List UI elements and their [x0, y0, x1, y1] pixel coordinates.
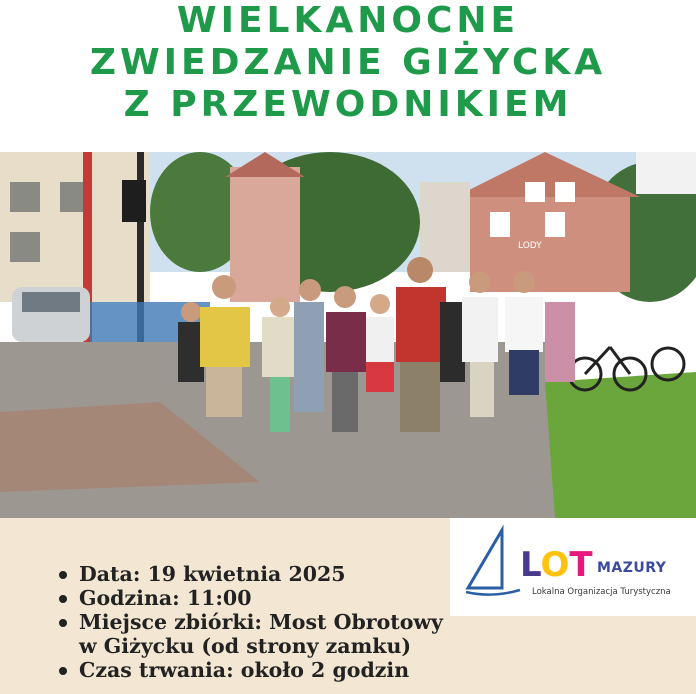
poster-title-line-3: Z PRZEWODNIKIEM: [123, 84, 573, 125]
red-building: [470, 192, 630, 292]
detail-meeting-place-cont: w Giżycku (od strony zamku): [79, 634, 412, 658]
logo-subtitle: Lokalna Organizacja Turystyczna: [532, 587, 671, 597]
detail-meeting-place: Miejsce zbiórki: Most Obrotowy: [57, 610, 443, 634]
logo-letter-t: T: [569, 545, 593, 585]
left-building: [0, 152, 150, 302]
sail-icon: [462, 524, 522, 600]
poster-title-line-2: ZWIEDZANIE GIŻYCKA: [89, 42, 607, 83]
logo-letter-o: O: [540, 545, 570, 585]
pink-building: [230, 167, 300, 302]
grass: [545, 372, 696, 518]
detail-time: Godzina: 11:00: [57, 586, 443, 610]
logo-mazury-text: MAZURY: [597, 560, 667, 576]
detail-duration: Czas trwania: około 2 godzin: [57, 658, 443, 682]
detail-date: Data: 19 kwietnia 2025: [57, 562, 443, 586]
tour-group-photo: [0, 152, 696, 518]
title-band: [0, 0, 696, 152]
event-details-list: [57, 562, 443, 682]
poster-title-line-1: WIELKANOCNE: [176, 0, 520, 41]
logo-letter-l: L: [520, 545, 541, 585]
logo-wordmark: [520, 545, 593, 585]
lody-sign: LODY: [518, 241, 542, 251]
